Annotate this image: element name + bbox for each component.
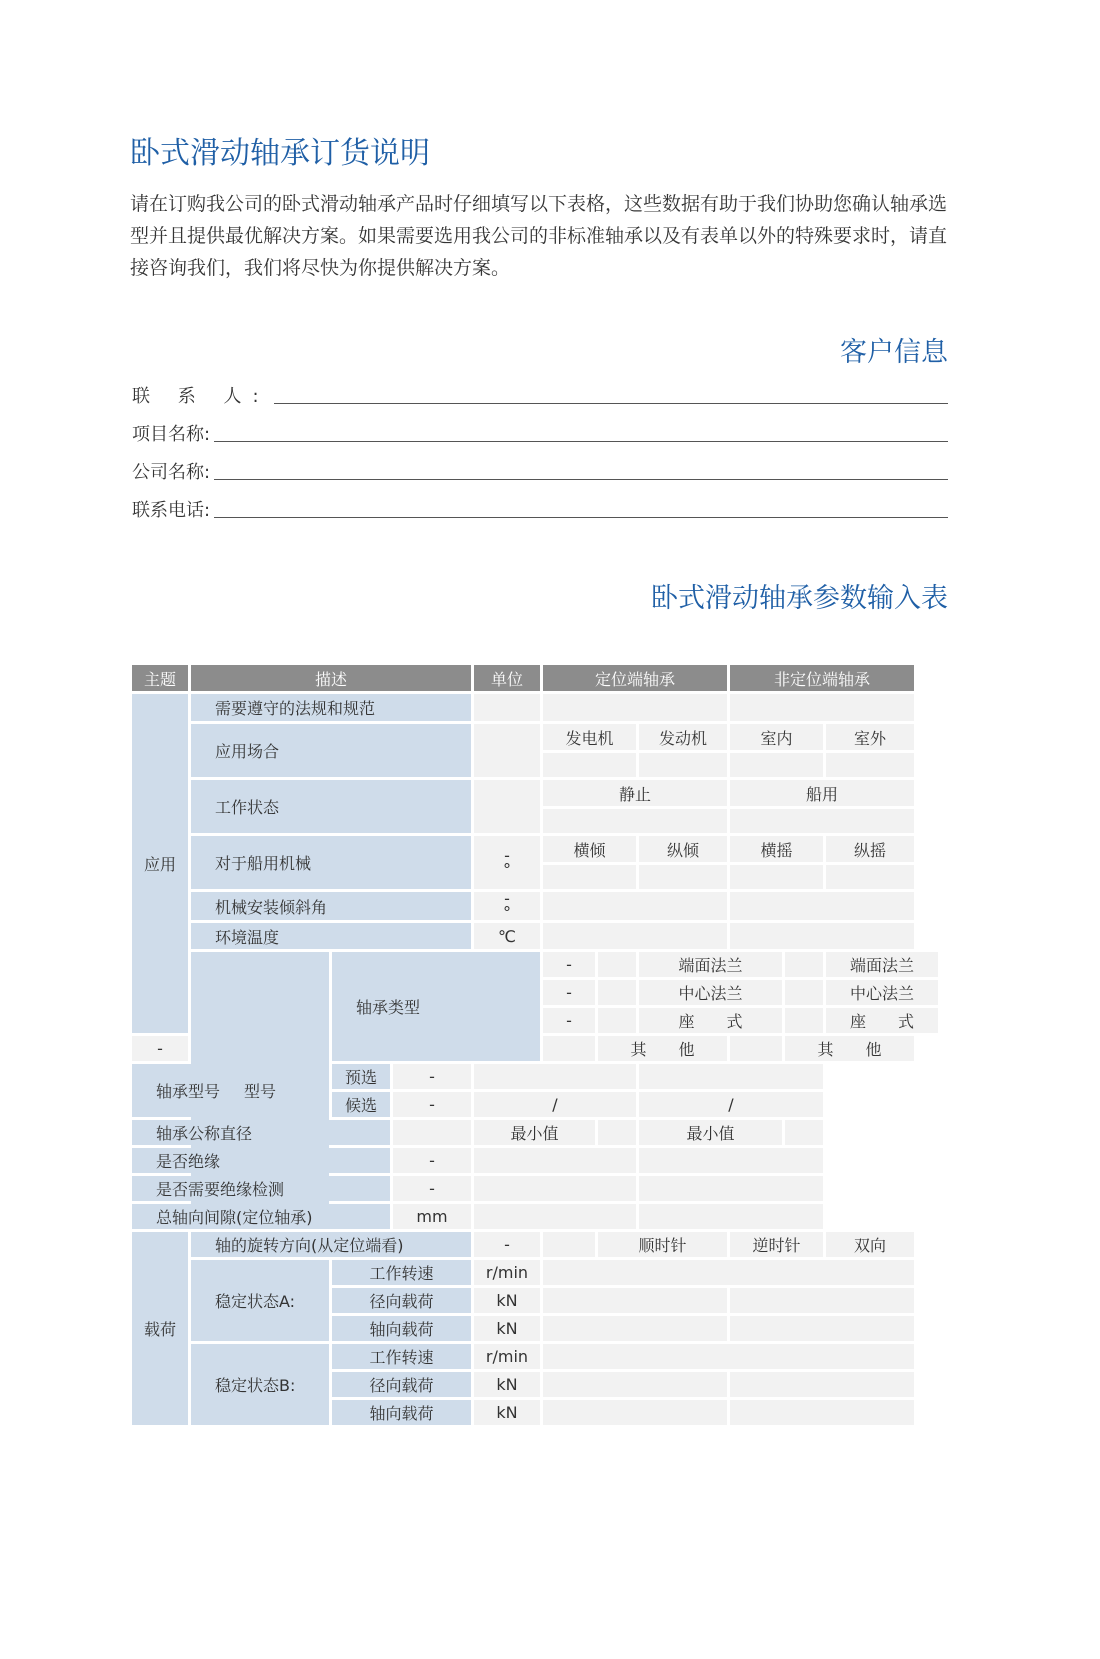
input-cell[interactable] <box>639 753 727 777</box>
alternative-label: 候选 <box>332 1092 390 1117</box>
table-header-row <box>132 665 938 691</box>
input-cell[interactable] <box>598 1120 636 1145</box>
unit-dash: - <box>393 1064 471 1089</box>
unit-dash: - <box>132 1036 188 1061</box>
project-field[interactable] <box>214 440 948 442</box>
checkbox-cell[interactable] <box>598 952 636 977</box>
table-row <box>132 836 938 862</box>
work-state-label: 工作状态 <box>191 780 471 833</box>
table-row <box>132 1176 938 1201</box>
option-both[interactable]: 双向 <box>826 1232 914 1257</box>
unit-deg: - ° <box>474 892 540 920</box>
subject-application: 应用 <box>132 694 188 1033</box>
input-cell[interactable] <box>543 892 727 920</box>
input-cell[interactable] <box>543 1344 914 1369</box>
table-row <box>132 1148 938 1173</box>
slash-cell[interactable]: / <box>474 1092 636 1117</box>
header-subject: 主题 <box>132 665 188 691</box>
table-row <box>132 1204 938 1229</box>
checkbox-cell[interactable] <box>785 980 823 1005</box>
checkbox-cell[interactable] <box>543 1232 595 1257</box>
unit-kn: kN <box>474 1400 540 1425</box>
checkbox-cell[interactable] <box>785 1008 823 1033</box>
contact-field[interactable] <box>274 402 948 404</box>
project-label: 项目名称: <box>132 424 211 445</box>
company-row <box>132 454 948 484</box>
page-title: 卧式滑动轴承订货说明 <box>130 136 430 171</box>
insul-test-label: 是否需要绝缘检测 <box>132 1176 390 1201</box>
input-cell[interactable] <box>639 1204 823 1229</box>
option-engine[interactable]: 发动机 <box>639 724 727 750</box>
input-cell[interactable] <box>543 865 636 889</box>
param-table-heading: 卧式滑动轴承参数输入表 <box>651 583 948 614</box>
bearing-type-label: 轴承类型 <box>332 952 540 1061</box>
header-locating: 定位端轴承 <box>543 665 727 691</box>
checkbox-cell[interactable] <box>598 1008 636 1033</box>
unit-celsius: ℃ <box>474 923 540 949</box>
option-pitch[interactable]: 纵摇 <box>826 836 914 862</box>
scenario-label: 应用场合 <box>191 724 471 777</box>
checkbox-cell[interactable] <box>543 1036 595 1061</box>
subject-model: 型号 <box>191 952 329 1229</box>
table-row <box>132 892 938 920</box>
unit-dash: - <box>543 980 595 1005</box>
radial-load-label: 径向载荷 <box>332 1372 471 1397</box>
unit-mm: mm <box>393 1204 471 1229</box>
table-row <box>132 1344 938 1369</box>
axial-load-label: 轴向载荷 <box>332 1400 471 1425</box>
input-cell[interactable] <box>639 1176 823 1201</box>
table-row <box>132 923 938 949</box>
radial-load-label: 径向载荷 <box>332 1288 471 1313</box>
input-cell[interactable] <box>474 1064 636 1089</box>
unit-dash: - <box>543 952 595 977</box>
input-cell[interactable] <box>543 1288 727 1313</box>
option-heel[interactable]: 横倾 <box>543 836 636 862</box>
contact-label: 联 系 人: <box>132 386 270 407</box>
unit-cell <box>474 724 540 777</box>
ambient-label: 环境温度 <box>191 923 471 949</box>
input-cell[interactable] <box>543 809 727 833</box>
table-row <box>132 1120 938 1145</box>
company-label: 公司名称: <box>132 462 211 483</box>
unit-rpm: r/min <box>474 1260 540 1285</box>
input-cell[interactable] <box>730 1400 914 1425</box>
preferred-label: 预选 <box>332 1064 390 1089</box>
input-cell[interactable] <box>730 923 914 949</box>
unit-deg: - ° <box>474 836 540 889</box>
input-cell[interactable] <box>826 865 914 889</box>
axial-load-label: 轴向载荷 <box>332 1316 471 1341</box>
table-row <box>132 952 938 977</box>
input-cell[interactable] <box>639 865 727 889</box>
input-cell[interactable] <box>730 892 914 920</box>
option-outdoor[interactable]: 室外 <box>826 724 914 750</box>
unit-kn: kN <box>474 1372 540 1397</box>
unit-dash: - <box>393 1092 471 1117</box>
ship-machine-label: 对于船用机械 <box>191 836 471 889</box>
phone-label: 联系电话: <box>132 500 211 521</box>
option-trim[interactable]: 纵倾 <box>639 836 727 862</box>
nominal-dia-label: 轴承公称直径 <box>132 1120 390 1145</box>
phone-field[interactable] <box>214 516 948 518</box>
input-cell[interactable] <box>543 1260 914 1285</box>
option-end-flange[interactable]: 端面法兰 <box>826 952 938 977</box>
input-cell[interactable] <box>543 694 727 721</box>
customer-info-heading: 客户信息 <box>840 337 948 368</box>
contact-row <box>132 378 948 408</box>
rotation-label: 轴的旋转方向(从定位端看) <box>191 1232 471 1257</box>
header-description: 描述 <box>191 665 471 691</box>
unit-dash: - <box>393 1176 471 1201</box>
tilt-label: 机械安装倾斜角 <box>191 892 471 920</box>
input-cell[interactable] <box>730 1316 914 1341</box>
option-center-flange[interactable]: 中心法兰 <box>826 980 938 1005</box>
option-ccw[interactable]: 逆时针 <box>730 1232 823 1257</box>
input-cell[interactable] <box>826 753 914 777</box>
unit-kn: kN <box>474 1288 540 1313</box>
table-row <box>132 780 938 806</box>
input-cell[interactable] <box>543 753 636 777</box>
unit-kn: kN <box>474 1316 540 1341</box>
input-cell[interactable] <box>543 1372 727 1397</box>
table-row <box>132 1232 938 1257</box>
unit-dash: - <box>474 1232 540 1257</box>
parameter-table <box>129 662 941 1428</box>
input-cell[interactable] <box>730 1372 914 1397</box>
option-cw[interactable]: 顺时针 <box>598 1232 727 1257</box>
input-cell[interactable] <box>474 1148 636 1173</box>
bearing-model-label: 轴承型号 <box>132 1064 329 1117</box>
option-marine[interactable]: 船用 <box>730 780 914 806</box>
speed-label: 工作转速 <box>332 1344 471 1369</box>
unit-dash: - <box>543 1008 595 1033</box>
input-cell[interactable] <box>543 1400 727 1425</box>
input-cell[interactable] <box>639 1064 823 1089</box>
checkbox-cell[interactable] <box>785 952 823 977</box>
checkbox-cell[interactable] <box>598 980 636 1005</box>
option-pedestal[interactable]: 座 式 <box>639 1008 782 1033</box>
input-cell[interactable] <box>639 1148 823 1173</box>
state-b-label: 稳定状态B: <box>191 1344 329 1425</box>
table-row <box>132 1260 938 1285</box>
option-static[interactable]: 静止 <box>543 780 727 806</box>
input-cell[interactable] <box>474 1176 636 1201</box>
input-cell[interactable] <box>730 865 823 889</box>
input-cell[interactable] <box>730 809 914 833</box>
phone-row <box>132 492 948 522</box>
speed-label: 工作转速 <box>332 1260 471 1285</box>
table-row <box>132 694 938 721</box>
input-cell[interactable] <box>730 753 823 777</box>
option-roll[interactable]: 横摇 <box>730 836 823 862</box>
unit-cell <box>474 780 540 833</box>
input-cell[interactable] <box>543 1316 727 1341</box>
unit-cell <box>474 694 540 721</box>
input-cell[interactable] <box>543 923 727 949</box>
option-pedestal[interactable]: 座 式 <box>826 1008 938 1033</box>
header-unit: 单位 <box>474 665 540 691</box>
min-value-cell: 最小值 <box>474 1120 595 1145</box>
option-indoor[interactable]: 室内 <box>730 724 823 750</box>
input-cell[interactable] <box>474 1204 636 1229</box>
project-row <box>132 416 948 446</box>
option-other[interactable]: 其 他 <box>785 1036 914 1061</box>
regulation-label: 需要遵守的法规和规范 <box>191 694 471 721</box>
min-value-cell: 最小值 <box>639 1120 782 1145</box>
header-nonlocating: 非定位端轴承 <box>730 665 914 691</box>
option-generator[interactable]: 发电机 <box>543 724 636 750</box>
input-cell[interactable] <box>730 694 914 721</box>
company-field[interactable] <box>214 478 948 480</box>
intro-paragraph: 请在订购我公司的卧式滑动轴承产品时仔细填写以下表格，这些数据有助于我们协助您确认轴承选型并且提供最优解决方案。如果需要选用我公司的非标准轴承以及有表单以外的特殊要求时，请直接咨询我们，我们将尽快为你提供解决方案。 <box>130 193 948 279</box>
slash-cell[interactable]: / <box>639 1092 823 1117</box>
insulated-label: 是否绝缘 <box>132 1148 390 1173</box>
unit-dash: - <box>393 1148 471 1173</box>
table-row <box>132 724 938 750</box>
option-center-flange[interactable]: 中心法兰 <box>639 980 782 1005</box>
input-cell[interactable] <box>785 1120 823 1145</box>
input-cell[interactable] <box>730 1288 914 1313</box>
subject-load: 载荷 <box>132 1232 188 1425</box>
axial-clearance-label: 总轴向间隙(定位轴承) <box>132 1204 390 1229</box>
unit-rpm: r/min <box>474 1344 540 1369</box>
checkbox-cell[interactable] <box>730 1036 782 1061</box>
state-a-label: 稳定状态A: <box>191 1260 329 1341</box>
option-end-flange[interactable]: 端面法兰 <box>639 952 782 977</box>
unit-cell <box>393 1120 471 1145</box>
option-other[interactable]: 其 他 <box>598 1036 727 1061</box>
